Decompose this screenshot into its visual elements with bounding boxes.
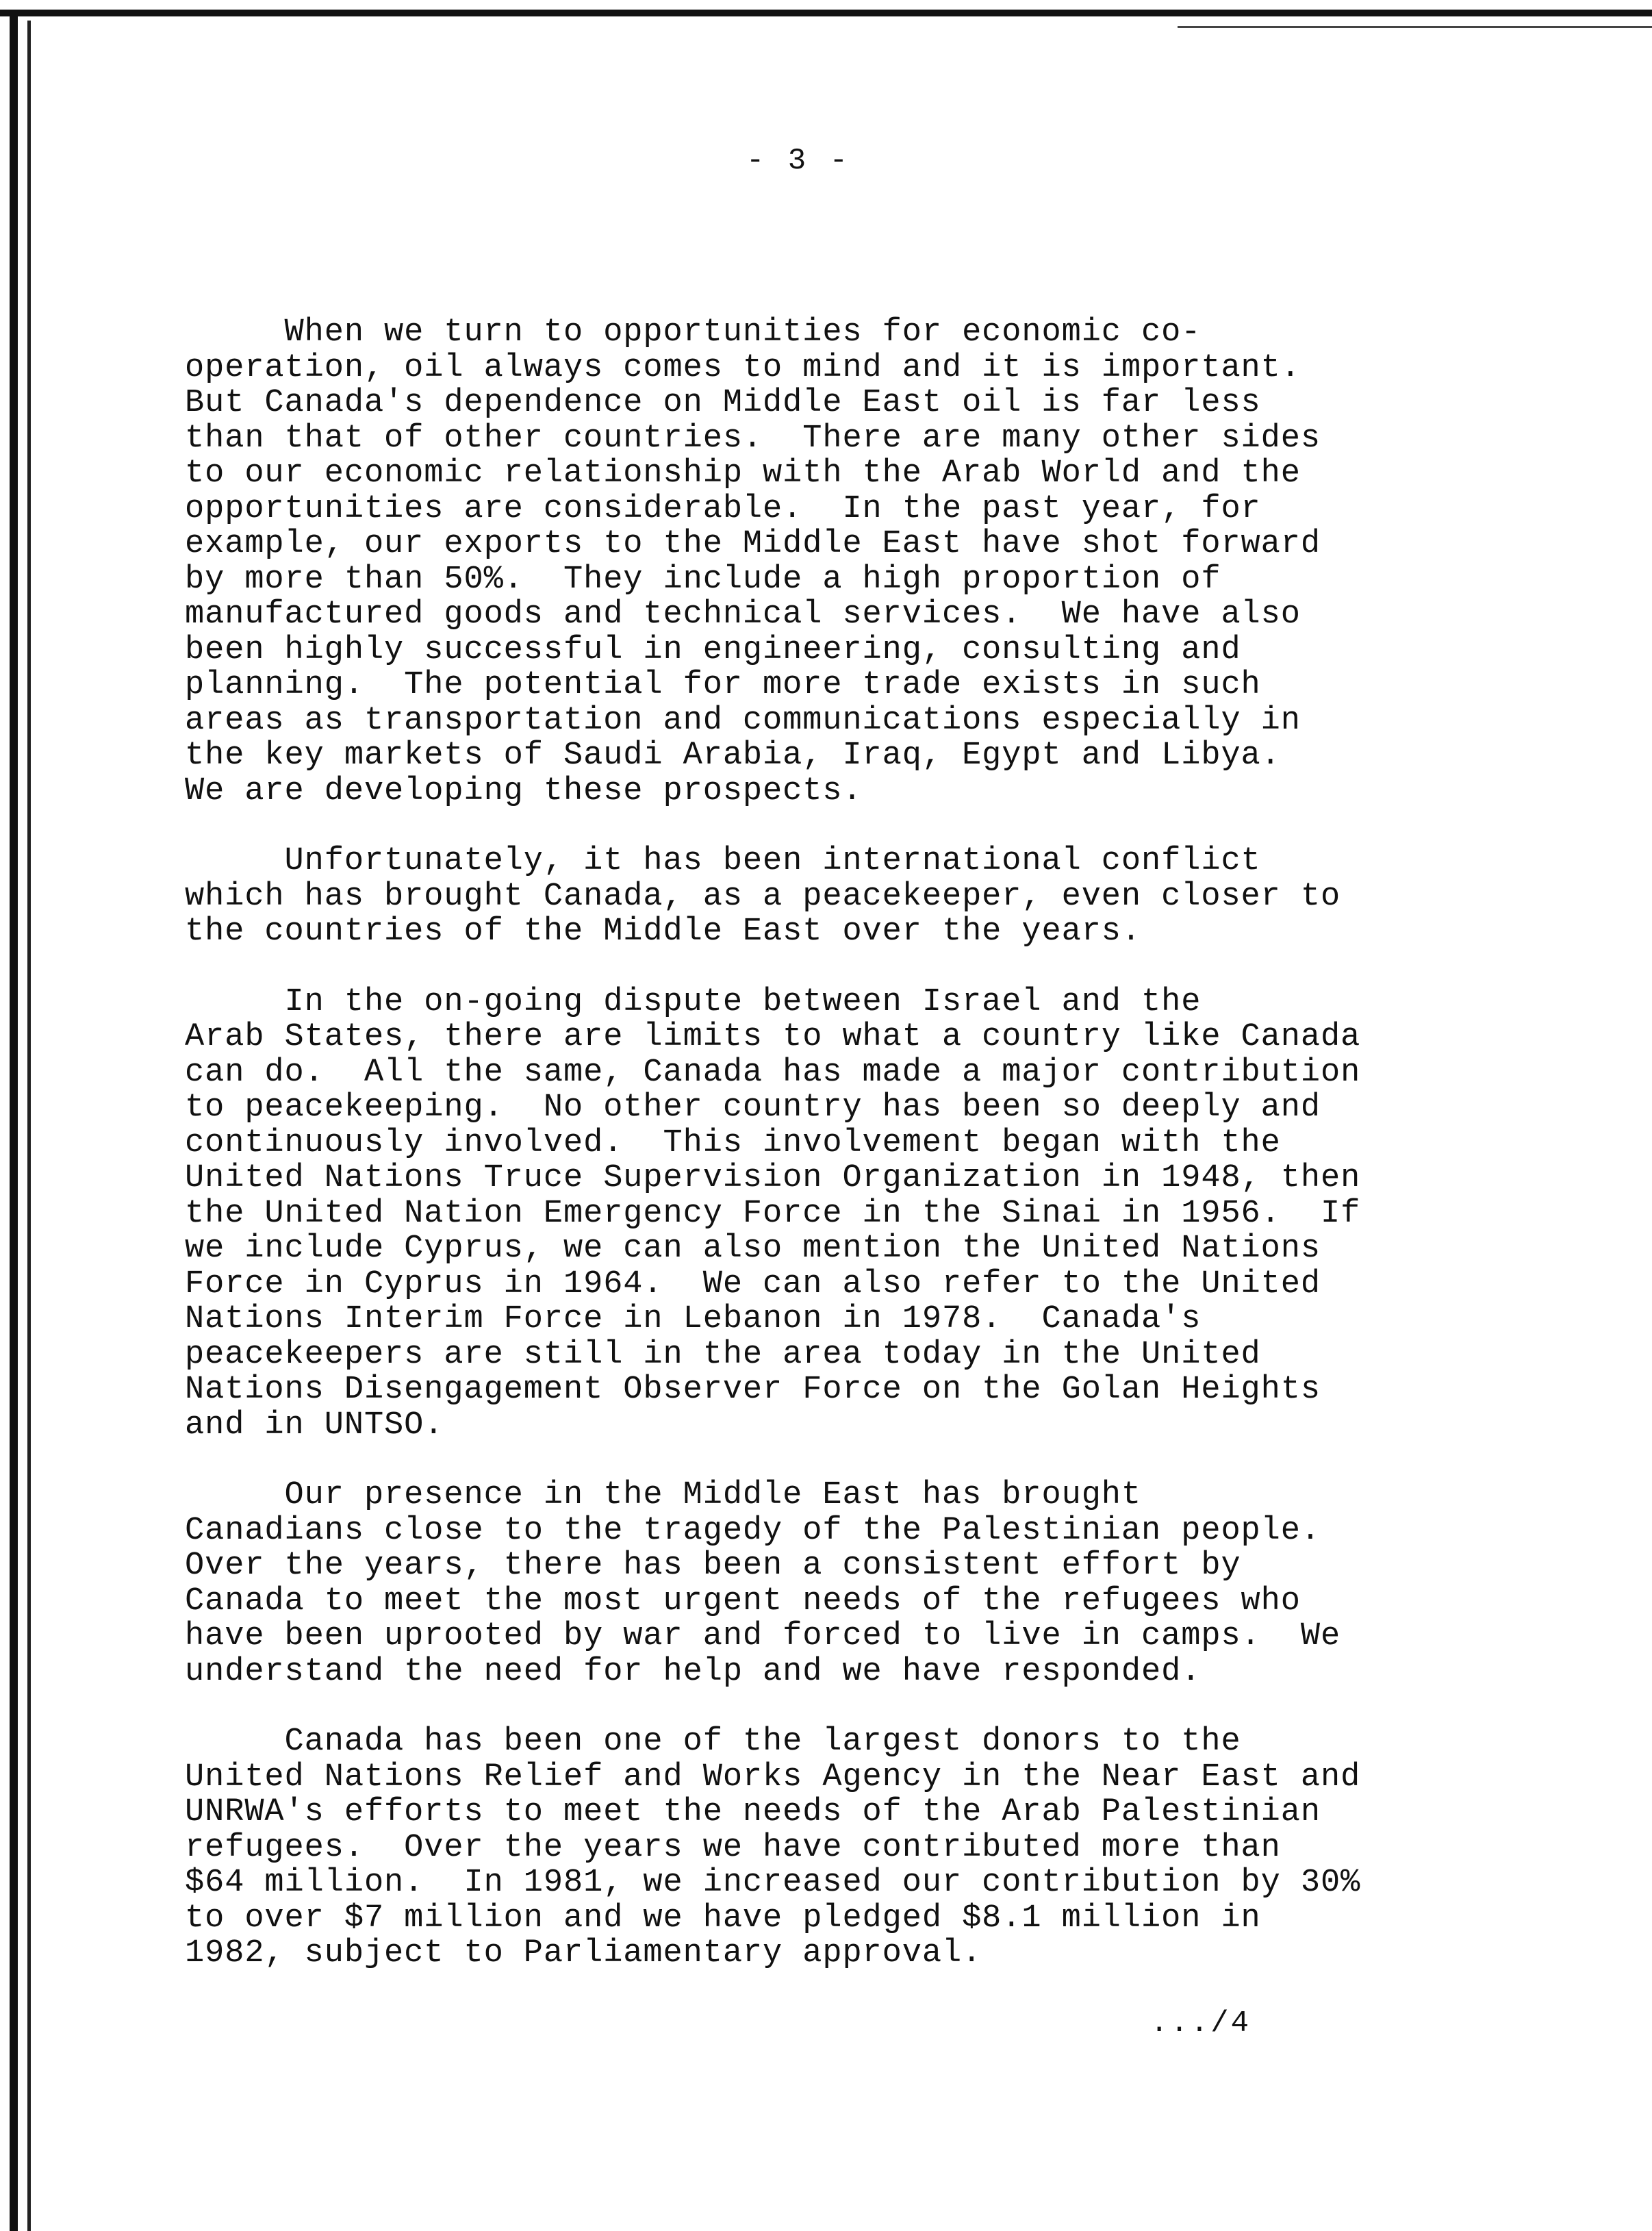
- text-line: continuously involved. This involvement began with the: [185, 1124, 1281, 1161]
- text-line: manufactured goods and technical services. We have also: [185, 596, 1301, 633]
- text-line: and in UNTSO.: [185, 1407, 444, 1444]
- text-line: planning. The potential for more trade exists in such: [185, 667, 1261, 703]
- text-line: which has brought Canada, as a peacekeeper, even closer to: [185, 878, 1341, 915]
- text-line: operation, oil always comes to mind and it is important.: [185, 349, 1301, 386]
- text-line: example, our exports to the Middle East have shot forward: [185, 526, 1321, 562]
- text-line: In the on-going dispute between Israel and the: [185, 983, 1202, 1020]
- text-line: understand the need for help and we have responded.: [185, 1653, 1202, 1690]
- text-line: United Nations Truce Supervision Organization in 1948, then: [185, 1160, 1361, 1196]
- text-line: When we turn to opportunities for economic co-: [185, 314, 1202, 351]
- text-line: been highly successful in engineering, consulting and: [185, 631, 1241, 668]
- text-line: refugees. Over the years we have contributed more than: [185, 1829, 1281, 1866]
- text-line: Canada to meet the most urgent needs of the refugees who: [185, 1583, 1301, 1619]
- text-line: to our economic relationship with the Arab World and the: [185, 455, 1301, 492]
- text-line: have been uprooted by war and forced to live in camps. We: [185, 1618, 1341, 1654]
- paragraph: [185, 1724, 1438, 1971]
- text-line: But Canada's dependence on Middle East oil is far less: [185, 385, 1261, 421]
- text-line: UNRWA's efforts to meet the needs of the Arab Palestinian: [185, 1794, 1321, 1830]
- text-line: United Nations Relief and Works Agency in the Near East and: [185, 1759, 1361, 1795]
- page-frame-top-rule: [1178, 26, 1652, 28]
- text-line: areas as transportation and communications especially in: [185, 702, 1301, 739]
- paragraph: [185, 1478, 1438, 1689]
- text-line: the key markets of Saudi Arabia, Iraq, Egypt and Libya.: [185, 738, 1281, 774]
- text-line: than that of other countries. There are many other sides: [185, 420, 1321, 457]
- text-line: Canadians close to the tragedy of the Palestinian people.: [185, 1512, 1321, 1549]
- text-line: peacekeepers are still in the area today in the United: [185, 1336, 1261, 1373]
- page-frame-left-border: [10, 10, 18, 2231]
- text-line: 1982, subject to Parliamentary approval.: [185, 1935, 982, 1971]
- text-line: We are developing these prospects.: [185, 772, 863, 809]
- continuation-marker: .../4: [1150, 2006, 1251, 2041]
- page-frame-left-inner-border: [27, 21, 31, 2231]
- text-line: Canada has been one of the largest donors to the: [185, 1724, 1241, 1760]
- text-line: to peacekeeping. No other country has been so deeply and: [185, 1089, 1321, 1126]
- paragraph: [185, 844, 1438, 950]
- text-line: by more than 50%. They include a high proportion of: [185, 561, 1221, 598]
- text-line: Nations Interim Force in Lebanon in 1978. Canada's: [185, 1301, 1202, 1337]
- text-line: Arab States, there are limits to what a country like Canada: [185, 1019, 1361, 1055]
- text-line: Unfortunately, it has been international conflict: [185, 843, 1261, 879]
- paragraph: [185, 985, 1438, 1444]
- text-line: can do. All the same, Canada has made a major contribution: [185, 1054, 1361, 1091]
- text-line: we include Cyprus, we can also mention the United Nations: [185, 1231, 1321, 1267]
- text-line: to over $7 million and we have pledged $8.1 million in: [185, 1900, 1261, 1937]
- document-body: [185, 315, 1438, 2006]
- text-line: Nations Disengagement Observer Force on the Golan Heights: [185, 1372, 1321, 1408]
- page-frame-top-border: [0, 10, 1652, 16]
- text-line: the countries of the Middle East over the years.: [185, 913, 1142, 950]
- text-line: Over the years, there has been a consistent effort by: [185, 1548, 1241, 1584]
- text-line: Our presence in the Middle East has brought: [185, 1477, 1142, 1513]
- text-line: Force in Cyprus in 1964. We can also refer to the United: [185, 1265, 1321, 1302]
- text-line: opportunities are considerable. In the past year, for: [185, 490, 1261, 527]
- text-line: $64 million. In 1981, we increased our contribution by 30%: [185, 1865, 1361, 1901]
- text-line: the United Nation Emergency Force in the Sinai in 1956. If: [185, 1195, 1361, 1232]
- paragraph: [185, 315, 1438, 809]
- page-number: - 3 -: [746, 144, 851, 178]
